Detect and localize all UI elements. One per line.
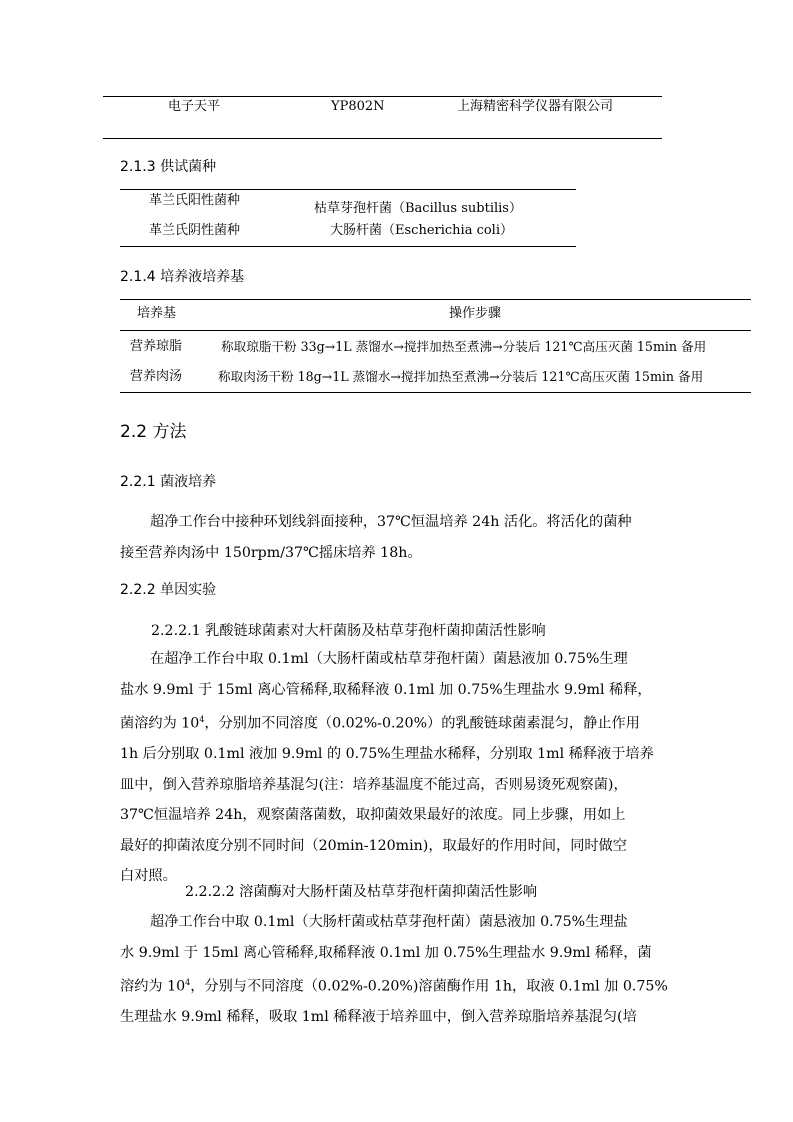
paragraph-line: 在超净工作台中取 0.1ml（大肠杆菌或枯草芽孢杆菌）菌悬液加 0.75%生理: [150, 651, 628, 667]
medium-row1-name: 营养琼脂: [130, 339, 183, 354]
equipment-maker: 上海精密科学仪器有限公司: [457, 99, 614, 114]
medium-row2-name: 营养肉汤: [130, 369, 183, 384]
medium-table-top-rule: [120, 299, 751, 300]
subsection-heading-2-2-2-2: 2.2.2.2 溶菌酶对大肠杆菌及枯草芽孢杆菌抑菌活性影响: [185, 884, 538, 900]
exponent: 4: [199, 715, 205, 724]
paragraph-line: 水 9.9ml 于 15ml 离心管稀释,取稀释液 0.1ml 加 0.75%生理盐水 9.9ml 稀释，菌: [120, 944, 652, 961]
strain-name-positive: 枯草芽孢杆菌（Bacillus subtilis）: [314, 201, 522, 216]
paragraph-line: 接至营养肉汤中 150rpm/37℃摇床培养 18h。: [120, 544, 422, 561]
concentration-tail: ，分别与不同溶度（0.02%-0.20%)溶菌酶作用 1h，取液 0.1ml 加 0.75%: [190, 978, 668, 995]
subsection-heading-2-2-2-1: 2.2.2.1 乳酸链球菌素对大杆菌肠及枯草芽孢杆菌抑菌活性影响: [151, 623, 546, 639]
paragraph-line: 超净工作台中取 0.1ml（大肠杆菌或枯草芽孢杆菌）菌悬液加 0.75%生理盐: [150, 914, 628, 930]
equipment-table-bottom-rule: [103, 138, 662, 139]
section-heading-2-1-4: 2.1.4 培养液培养基: [120, 269, 245, 285]
paragraph-line: 白对照。: [120, 868, 177, 885]
paragraph-line: [120, 705, 676, 739]
paragraph-line: 超净工作台中接种环划线斜面接种，37℃恒温培养 24h 活化。将活化的菌种: [150, 514, 632, 530]
equipment-table-top-rule: [103, 96, 662, 97]
strain-table-bottom-rule: [120, 246, 576, 247]
steps-header: 操作步骤: [449, 306, 502, 321]
paragraph-line: 盐水 9.9ml 于 15ml 离心管稀释,取稀释液 0.1ml 加 0.75%生理盐水 9.9ml 稀释，: [120, 681, 652, 698]
paragraph-line: 皿中，倒入营养琼脂培养基混匀(注：培养基温度不能过高，否则易烫死观察菌)，: [120, 776, 628, 793]
section-heading-2-2-1: 2.2.1 菌液培养: [120, 474, 217, 490]
section-heading-2-2: 2.2 方法: [120, 422, 187, 442]
equipment-model: YP802N: [331, 99, 385, 114]
medium-row1-steps: 称取琼脂干粉 33g→1L 蒸馏水→搅拌加热至煮沸→分装后 121℃高压灭菌 15min 备用: [221, 339, 707, 354]
paragraph-line: 生理盐水 9.9ml 稀释，吸取 1ml 稀释液于培养皿中，倒入营养琼脂培养基混匀(培: [120, 1009, 637, 1026]
concentration-tail: ，分别加不同溶度（0.02%-0.20%）的乳酸链球菌素混匀，静止作用: [204, 715, 640, 732]
strain-name-negative: 大肠杆菌（Escherichia coli）: [330, 223, 513, 238]
paragraph-2-2-2-1: [120, 644, 676, 892]
paragraph-line: [120, 968, 676, 1002]
strain-table-top-rule: [120, 189, 576, 190]
strain-type-negative: 革兰氏阴性菌种: [149, 223, 241, 238]
equipment-name: 电子天平: [168, 99, 221, 114]
paragraph-line: 1h 后分别取 0.1ml 液加 9.9ml 的 0.75%生理盐水稀释，分别取 1ml 稀释液于培养: [120, 746, 654, 763]
strain-type-positive: 革兰氏阳性菌种: [149, 193, 241, 208]
medium-header: 培养基: [137, 306, 177, 321]
concentration-text: 菌溶约为 10: [120, 715, 200, 732]
concentration-text: 溶约为 10: [120, 978, 186, 995]
section-heading-2-1-3: 2.1.3 供试菌种: [120, 159, 217, 175]
paragraph-line: 37℃恒温培养 24h，观察菌落菌数，取抑菌效果最好的浓度。同上步骤，用如上: [120, 807, 626, 824]
paragraph-line: 最好的抑菌浓度分别不同时间（20min-120min)，取最好的作用时间，同时做空: [120, 837, 627, 854]
medium-table-header-rule: [120, 330, 751, 331]
exponent: 4: [185, 978, 191, 987]
medium-row2-steps: 称取肉汤干粉 18g→1L 蒸馏水→搅拌加热至煮沸→分装后 121℃高压灭菌 15min 备用: [218, 369, 704, 384]
paragraph-2-2-1: [120, 507, 676, 568]
paragraph-2-2-2-2: [120, 907, 676, 1033]
medium-table-bottom-rule: [120, 392, 751, 393]
section-heading-2-2-2: 2.2.2 单因实验: [120, 582, 217, 598]
